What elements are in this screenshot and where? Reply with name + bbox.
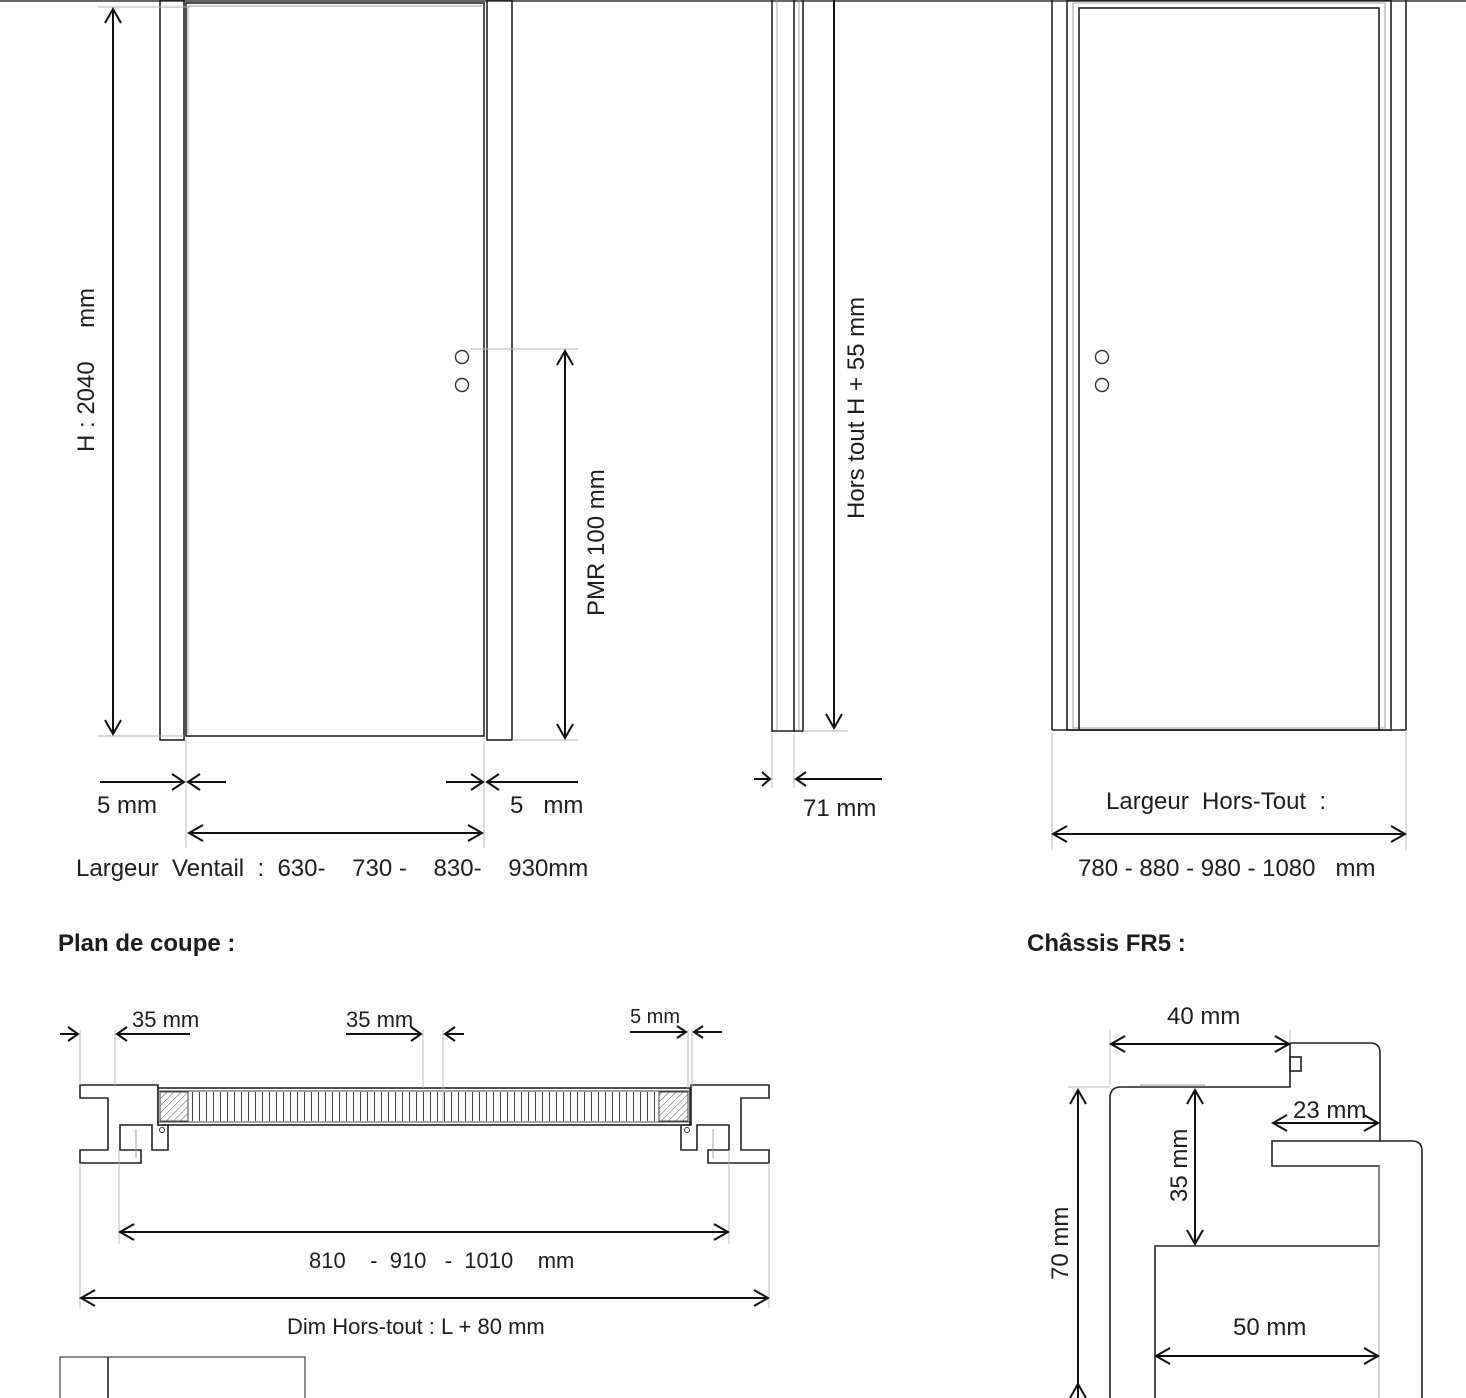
overall-width-values: 780 - 880 - 980 - 1080 mm bbox=[1078, 855, 1376, 882]
jamb-width-arrow bbox=[1156, 1348, 1378, 1364]
gap-left-label: 5 mm bbox=[97, 792, 157, 819]
overall-width-section-arrow bbox=[81, 1290, 768, 1306]
passage-width-label: 810 - 910 - 1010 mm bbox=[309, 1248, 575, 1273]
overall-width-section-label: Dim Hors-tout : L + 80 mm bbox=[287, 1314, 545, 1339]
legend-box bbox=[60, 1357, 305, 1398]
width-top-label: 40 mm bbox=[1167, 1003, 1241, 1030]
left-jamb bbox=[160, 0, 184, 740]
passage-width-arrow bbox=[120, 1224, 728, 1240]
leaf-width-label: Largeur Ventail : 630- 730 - 830- 930mm bbox=[76, 855, 589, 882]
section-heading: Plan de coupe : bbox=[58, 930, 236, 957]
overall-width-arrow bbox=[1053, 826, 1405, 842]
rebate-width-label: 23 mm bbox=[1293, 1097, 1367, 1124]
door-leaf bbox=[186, 3, 484, 736]
handle-icon bbox=[456, 351, 469, 364]
overall-depth-label: 70 mm bbox=[1047, 1206, 1074, 1280]
cross-section bbox=[60, 1006, 769, 1339]
jamb-width-label: 50 mm bbox=[1233, 1314, 1307, 1341]
dim-left-label: 35 mm bbox=[132, 1007, 200, 1032]
frame-profile bbox=[1047, 1003, 1422, 1398]
handle-icon-frame-view bbox=[1096, 351, 1109, 364]
gap-left-arrow bbox=[100, 774, 226, 790]
right-jamb bbox=[487, 0, 512, 740]
handle-height-label: PMR 100 mm bbox=[583, 469, 610, 616]
gap-right-arrow bbox=[446, 774, 578, 790]
dim-mid-label: 35 mm bbox=[346, 1007, 414, 1032]
lock-icon bbox=[456, 379, 469, 392]
width-top-arrow bbox=[1111, 1036, 1289, 1052]
depth-label: 71 mm bbox=[803, 795, 877, 822]
frame-profile-heading: Châssis FR5 : bbox=[1027, 930, 1186, 957]
height-label: H : 2040 mm bbox=[73, 287, 100, 452]
overall-height-label: Hors tout H + 55 mm bbox=[843, 296, 870, 519]
frame-elevation bbox=[1052, 0, 1406, 882]
depth-arrow bbox=[754, 772, 882, 786]
lock-icon-frame-view bbox=[1096, 379, 1109, 392]
overall-width-title: Largeur Hors-Tout : bbox=[1106, 788, 1327, 815]
leaf-width-arrow bbox=[189, 825, 482, 841]
gap-right-label: 5 mm bbox=[510, 792, 584, 819]
handle-height-arrow bbox=[557, 351, 573, 738]
rebate-depth-label: 35 mm bbox=[1166, 1128, 1193, 1202]
front-elevation bbox=[73, 0, 610, 882]
door-leaf-frame-view bbox=[1079, 8, 1379, 730]
overall-height-arrow bbox=[826, 0, 842, 728]
height-dimension-arrow bbox=[105, 9, 121, 734]
dim-right-label: 5 mm bbox=[630, 1006, 680, 1028]
side-elevation bbox=[754, 0, 882, 822]
